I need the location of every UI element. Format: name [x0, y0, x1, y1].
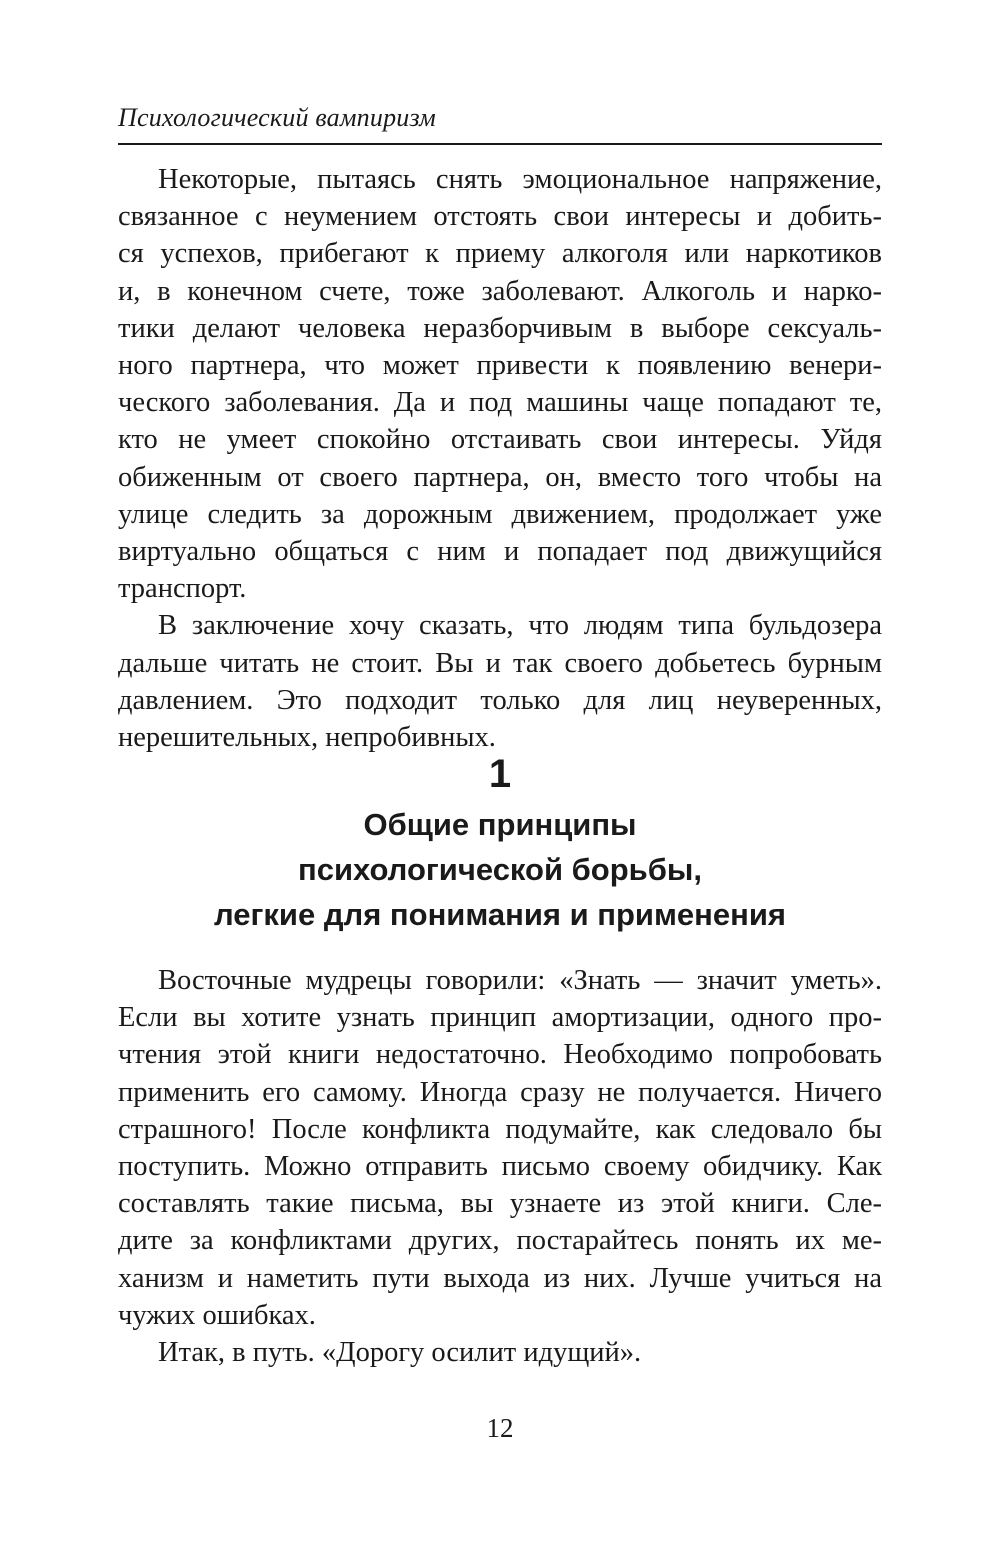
paragraph-onward	[118, 1334, 882, 1371]
text-line: чтения этой книги недостаточно. Необходимо попробовать	[118, 1039, 882, 1071]
chapter-heading	[118, 748, 882, 937]
page-number: 12	[486, 1413, 514, 1443]
text-line: транспорт.	[118, 573, 247, 605]
header-rule	[118, 143, 882, 145]
text-line: составлять такие письма, вы узнаете из этой книги. Сле-	[118, 1188, 882, 1220]
text-line: В заключение хочу сказать, что людям типа бульдозера	[158, 610, 882, 642]
text-line: тики делают человека неразборчивым в выборе сексуаль-	[118, 312, 882, 344]
text-line: Некоторые, пытаясь снять эмоциональное напряжение,	[158, 164, 882, 195]
text-line: ханизм и наметить пути выхода из них. Лучше учиться на	[118, 1262, 882, 1294]
text-line: Восточные мудрецы говорили: «Знать — значит уметь».	[158, 965, 882, 996]
paragraph-vices	[118, 161, 882, 607]
chapter-title-line: Общие принципы	[363, 807, 637, 842]
text-line: и, в конечном счете, тоже заболевают. Алкоголь и нарко-	[118, 275, 882, 307]
text-line: Итак, в путь. «Дорогу осилит идущий».	[158, 1337, 642, 1369]
running-head: Психологический вампиризм	[118, 103, 436, 132]
text-line: применить его самому. Иногда сразу не получается. Ничего	[118, 1076, 882, 1108]
text-line: чужих ошибках.	[118, 1299, 316, 1331]
chapter-title-line: психологической борьбы,	[298, 852, 702, 887]
text-line: виртуально общаться с ним и попадает под движущийся	[118, 536, 882, 568]
text-line: ческого заболевания. Да и под машины чаще попадают те,	[118, 387, 882, 419]
text-line: нерешительных, непробивных.	[118, 722, 496, 754]
text-line: улице следить за дорожным движением, продолжает уже	[118, 498, 882, 530]
text-line: давлением. Это подходит только для лиц неуверенных,	[118, 684, 882, 716]
text-line: ся успехов, прибегают к приему алкоголя или наркотиков	[118, 238, 882, 270]
text-line: связанное с неумением отстоять свои интересы и добить-	[118, 201, 882, 233]
text-line: поступить. Можно отправить письмо своему обидчику. Как	[118, 1151, 882, 1183]
text-line: страшного! После конфликта подумайте, как следовало бы	[118, 1113, 882, 1145]
paragraph-conclusion	[118, 607, 882, 756]
chapter-title	[118, 802, 882, 937]
text-line: ного партнера, что может привести к появлению венери-	[118, 350, 882, 382]
text-line: дальше читать не стоит. Вы и так своего добьетесь бурным	[118, 647, 882, 679]
text-line: дите за конфликтами других, постарайтесь понять их ме-	[118, 1225, 882, 1257]
text-line: кто не умеет спокойно отстаивать свои интересы. Уйдя	[118, 424, 882, 456]
text-block-intro	[118, 161, 882, 756]
chapter-number: 1	[488, 752, 512, 796]
chapter-title-line: легкие для понимания и применения	[213, 897, 787, 932]
text-line: обиженным от своего партнера, он, вместо того чтобы на	[118, 461, 882, 493]
text-block-chapter	[118, 962, 882, 1371]
paragraph-wisdom	[118, 962, 882, 1334]
text-line: Если вы хотите узнать принцип амортизации, одного про-	[118, 1002, 882, 1034]
